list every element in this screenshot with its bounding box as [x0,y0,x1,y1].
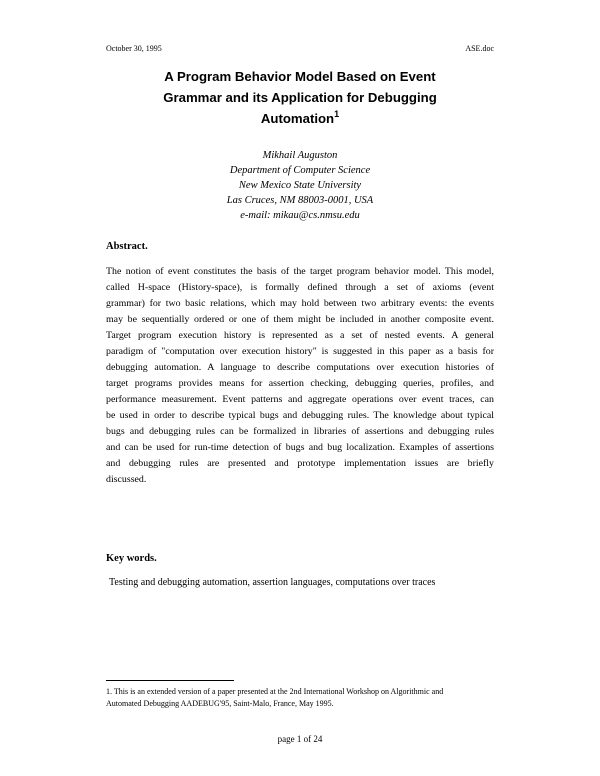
footnote [106,686,506,710]
abstract-line: grammar) for two basic relations, which may hold between two arbitrary events: the events [106,298,494,309]
abstract-line: target programs provides means for assertion checking, debugging queries, profiles, and [106,378,494,389]
abstract-body [106,264,494,488]
title-line-3 [106,108,494,129]
abstract-line: paradigm of "computation over execution history" is suggested in this paper as a basis for [106,346,494,357]
abstract-line: bugs and debugging rules can be formalized in libraries of assertions and debugging rules [106,426,494,437]
abstract-heading: Abstract. [106,241,148,252]
author-block [106,148,494,223]
author-address: Las Cruces, NM 88003-0001, USA [226,195,374,206]
footnote-line-2: Automated Debugging AADEBUG'95, Saint-Malo, France, May 1995. [106,699,334,708]
keywords-text: Testing and debugging automation, assertion languages, computations over traces [109,577,436,588]
paper-title [106,66,494,129]
abstract-line: and debugging rules are presented and prototype implementation issues are briefly [106,458,494,469]
author-department: Department of Computer Science [229,165,371,176]
author-university: New Mexico State University [238,180,362,191]
title-line-3-text: Automation [260,111,335,126]
footnote-line-1: 1. This is an extended version of a paper presented at the 2nd International Workshop on Algorithmic and [106,687,444,696]
abstract-line: Target program execution history is represented as a set of nested events. A general [106,330,494,341]
author-name: Mikhail Auguston [262,150,338,161]
abstract-line: called H-space (History-space), is formally defined through a set of axioms (event [106,282,494,293]
abstract-line: discussed. [106,474,147,485]
keywords-heading: Key words. [106,553,157,564]
abstract-line: and can be used for run-time detection of bugs and bug localization. Examples of assertions [106,442,494,453]
title-line-2: Grammar and its Application for Debugging [163,90,437,105]
title-line-1: A Program Behavior Model Based on Event [164,69,436,84]
abstract-line: may be sequentially ordered or one of them might be included in another composite event. [106,314,494,325]
author-email: e-mail: mikau@cs.nmsu.edu [240,210,360,221]
page-number: page 1 of 24 [277,734,323,744]
abstract-line: The notion of event constitutes the basis of the target program behavior model. This model, [106,266,494,277]
footnote-separator [106,680,234,681]
header-filename: ASE.doc [465,44,494,53]
header-date: October 30, 1995 [106,44,162,53]
abstract-line: performance measurement. Event patterns and aggregate operations over event traces, can [106,394,494,405]
title-footnote-mark: 1 [334,109,340,119]
abstract-line: be used in order to describe typical bugs and debugging rules. The knowledge about typical [106,410,494,421]
abstract-line: debugging automation. A language to describe computations over execution histories of [106,362,494,373]
